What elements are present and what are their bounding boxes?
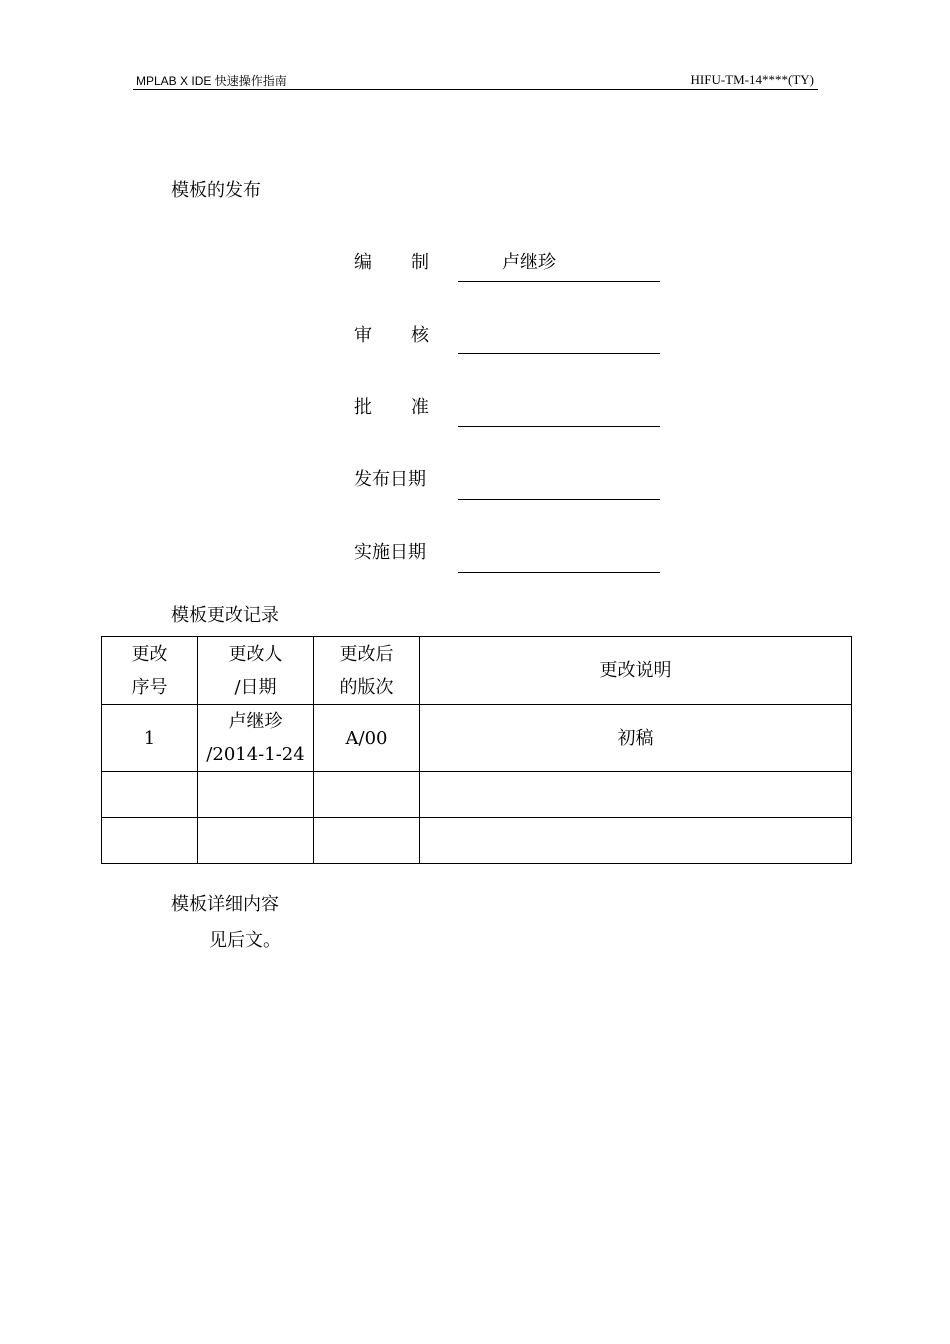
cell-line: /2014-1-24	[206, 744, 305, 765]
field-value-compiled: 卢继珍	[502, 252, 556, 273]
column-header	[102, 637, 198, 705]
release-heading: 模板的发布	[171, 180, 261, 201]
field-label-approved	[354, 393, 429, 419]
cell-line: 卢继珍	[228, 711, 283, 732]
signature-line	[458, 426, 660, 427]
signature-line	[458, 281, 660, 282]
signature-line	[458, 499, 660, 500]
cell-desc: 初稿	[420, 705, 852, 772]
field-label-char: 批	[354, 397, 372, 418]
table-row	[102, 705, 852, 772]
details-text: 见后文。	[209, 930, 281, 951]
cell-version	[314, 818, 420, 864]
column-header	[420, 637, 852, 705]
field-label-compiled	[354, 248, 429, 274]
header-line: 更改说明	[599, 660, 672, 681]
header-line: 更改人	[228, 643, 283, 665]
field-label-char: 制	[411, 252, 429, 273]
field-label-char: 审	[354, 325, 372, 346]
field-label-char: 核	[411, 325, 429, 346]
header-doc-code: HIFU-TM-14****(TY)	[690, 72, 814, 87]
column-header	[198, 637, 314, 705]
header-line: 序号	[131, 676, 168, 698]
field-label-release-date: 发布日期	[354, 469, 426, 490]
revision-table	[101, 636, 852, 864]
cell-desc	[420, 772, 852, 818]
cell-no	[102, 818, 198, 864]
header-line: 更改后	[339, 643, 394, 665]
cell-no: 1	[102, 705, 198, 772]
field-label-effective-date: 实施日期	[354, 542, 426, 563]
table-header-row	[102, 637, 852, 705]
field-label-char: 准	[411, 397, 429, 418]
cell-person	[198, 818, 314, 864]
signature-line	[458, 353, 660, 354]
header-doc-title: MPLAB X IDE 快速操作指南	[136, 74, 287, 88]
cell-no	[102, 772, 198, 818]
cell-version: A/00	[314, 705, 420, 772]
column-header	[314, 637, 420, 705]
table-row	[102, 772, 852, 818]
cell-desc	[420, 818, 852, 864]
header-line: 的版次	[339, 676, 394, 698]
cell-person	[198, 772, 314, 818]
field-label-reviewed	[354, 321, 429, 347]
changes-heading: 模板更改记录	[171, 605, 279, 626]
header-line: /日期	[234, 676, 277, 698]
cell-version	[314, 772, 420, 818]
field-label-char: 编	[354, 252, 372, 273]
page-header	[133, 70, 818, 90]
header-line: 更改	[131, 643, 168, 665]
cell-person	[198, 705, 314, 772]
table-row	[102, 818, 852, 864]
details-heading: 模板详细内容	[171, 894, 279, 915]
signature-line	[458, 572, 660, 573]
